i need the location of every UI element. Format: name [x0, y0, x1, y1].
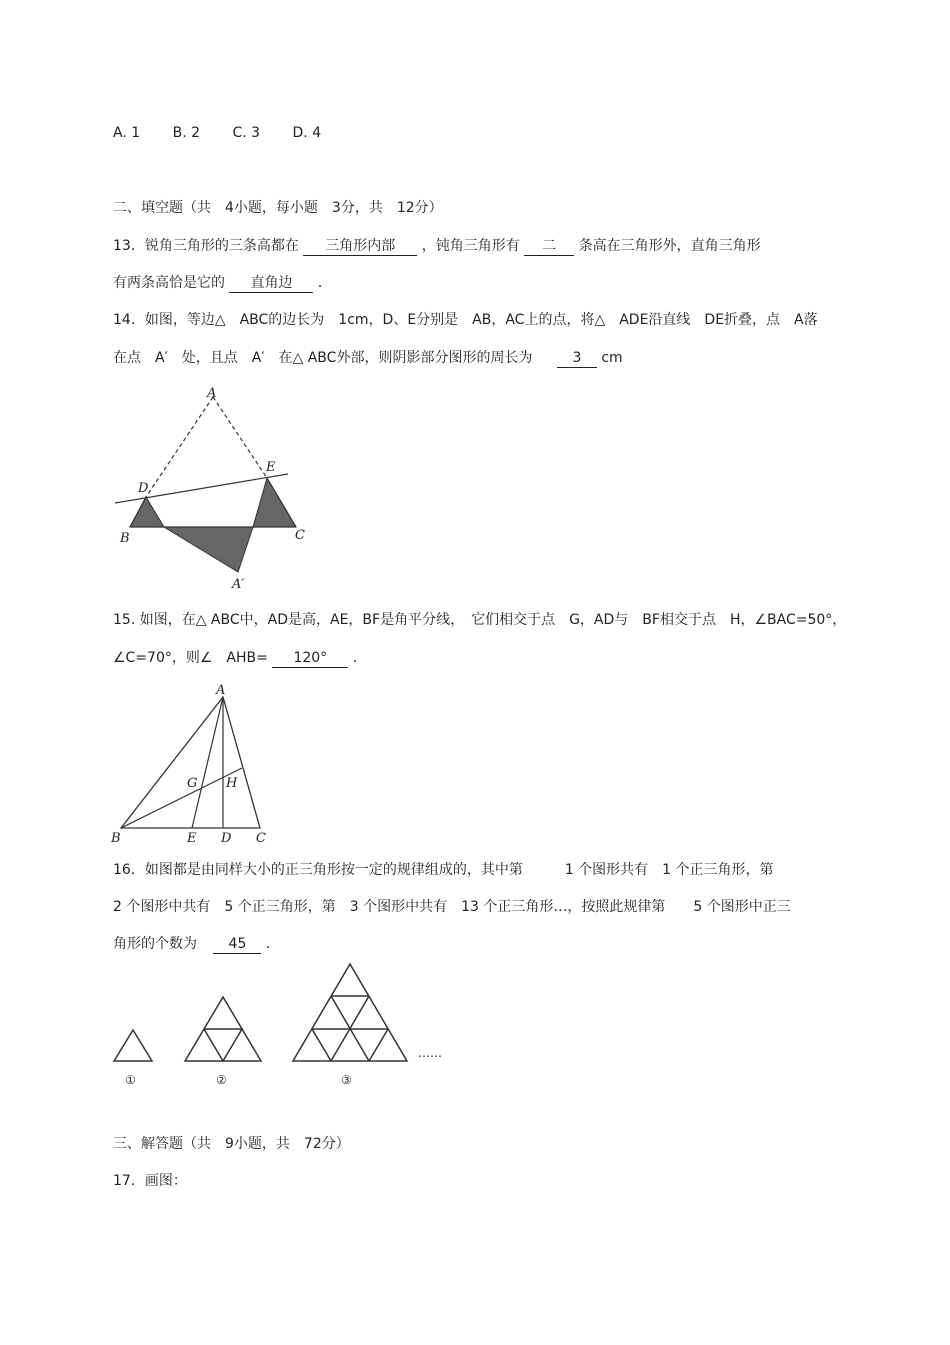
section2-title: 二、填空题（共 4小题，每小题 3分，共 12分）	[113, 200, 443, 216]
q15-line2: ∠C=70°，则∠ AHB= 120° ．	[113, 650, 367, 666]
fig15-label-e: E	[187, 831, 197, 846]
fig16-ellipsis: ……	[418, 1046, 442, 1060]
q16-line2: 2 个图形中共有 5 个正三角形，第 3 个图形中共有 13 个正三角形…，按照此规律第 5 个图形中正三	[113, 899, 791, 915]
option-d: D. 4	[292, 125, 322, 141]
q15-line1: 15. 如图，在△ ABC中，AD是高，AE，BF是角平分线， 它们相交于点 G，AD与 BF相交于点 H，∠BAC=50°，	[113, 612, 847, 628]
option-c: C. 3	[232, 125, 261, 141]
fig16-caption-1: ①	[125, 1073, 136, 1087]
q13-answer-2: 二	[524, 237, 574, 256]
section3-title: 三、解答题（共 9小题，共 72分）	[113, 1136, 350, 1152]
q12-options	[113, 123, 349, 143]
q14-line1: 14．如图，等边△ ABC的边长为 1cm，D、E分别是 AB，AC上的点，将△ ADE沿直线 DE折叠，点 A落	[113, 312, 818, 328]
fig14-label-d: D	[138, 481, 149, 496]
option-b: B. 2	[172, 125, 201, 141]
q13-answer-1: 三角形内部	[303, 237, 417, 256]
fig15-label-h: H	[226, 776, 238, 791]
q16-line3: 角形的个数为 45 ．	[113, 936, 280, 952]
fig15-label-d: D	[221, 831, 232, 846]
q13-answer-3: 直角边	[229, 274, 313, 293]
fig14-label-a-prime: A′	[232, 577, 245, 592]
fig16-caption-2: ②	[216, 1073, 227, 1087]
fig14-label-a: A	[207, 386, 217, 401]
q13-line1: 13．锐角三角形的三条高都在 三角形内部 ，钝角三角形有 二 条高在三角形外，直角三角形	[113, 238, 761, 254]
fig15-label-a: A	[216, 683, 226, 698]
q16-line1: 16．如图都是由同样大小的正三角形按一定的规律组成的，其中第 1 个图形共有 1 个正三角形，第	[113, 862, 774, 878]
fig14-label-c: C	[295, 528, 305, 543]
q14-line2: 在点 A′ 处，且点 A′ 在△ ABC外部，则阴影部分图形的周长为 3 cm	[113, 350, 623, 366]
q16-answer: 45	[213, 935, 261, 954]
fig16-caption-3: ③	[341, 1073, 352, 1087]
fig15-label-b: B	[111, 831, 121, 846]
fig14-folded-triangle	[105, 385, 315, 595]
fig16-triangle-pattern	[105, 958, 465, 1088]
fig14-label-b: B	[120, 531, 130, 546]
q15-answer: 120°	[272, 649, 348, 668]
q17-title: 17．画图：	[113, 1173, 187, 1189]
fig15-triangle-bisectors	[108, 680, 283, 850]
fig15-label-c: C	[256, 831, 266, 846]
option-a: A. 1	[113, 125, 141, 141]
q13-line2: 有两条高恰是它的 直角边 ．	[113, 275, 332, 291]
fig15-label-g: G	[187, 776, 198, 791]
fig14-label-e: E	[266, 460, 276, 475]
q14-answer: 3	[557, 349, 597, 368]
